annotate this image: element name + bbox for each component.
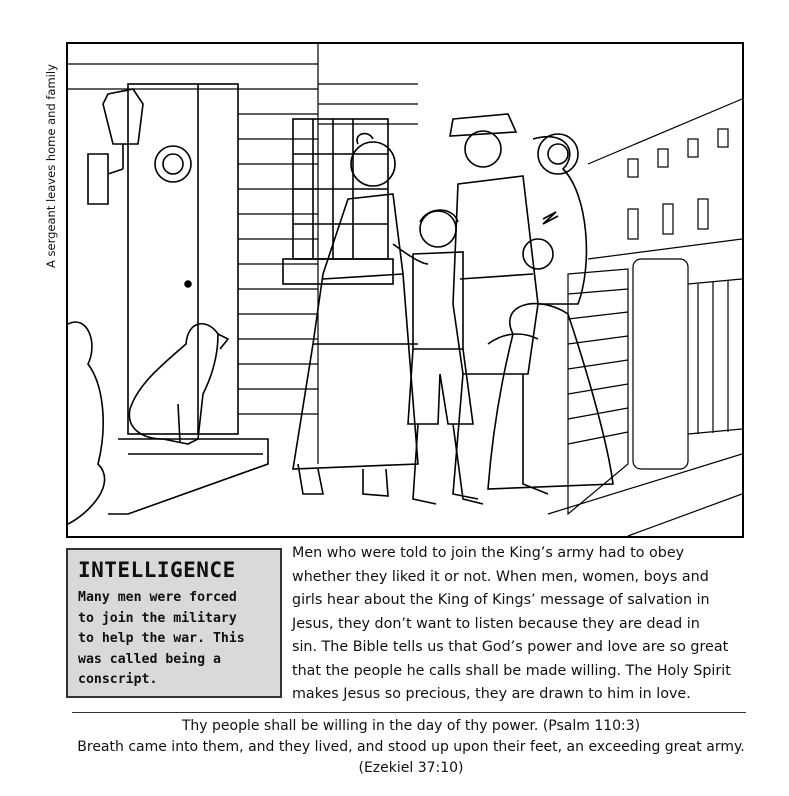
boy-figure: [408, 210, 483, 504]
intelligence-line: Many men were forced: [78, 590, 237, 605]
paragraph-line: girls hear about the King of Kings’ message of salvation in: [292, 592, 710, 608]
paragraph-line: sin. The Bible tells us that God’s power and love are so great: [292, 639, 729, 655]
house-siding: [68, 44, 418, 464]
brick-wall: [548, 259, 742, 536]
dog: [129, 324, 228, 444]
window: [283, 119, 393, 284]
illustration-drawing: [68, 44, 742, 536]
verse-reference: (Ezekiel 37:10): [358, 760, 464, 776]
wall-lamp: [88, 89, 143, 204]
street-houses: [588, 99, 742, 259]
intelligence-body: [78, 588, 270, 691]
paragraph-line: Men who were told to join the King’s army had to obey: [292, 545, 685, 561]
divider-rule: [72, 712, 746, 713]
side-caption: A sergeant leaves home and family: [44, 64, 58, 268]
verse-line: Breath came into them, and they lived, and stood up upon their feet, an exceeding great army.: [77, 739, 745, 755]
main-paragraph: [292, 542, 762, 707]
paragraph-line: makes Jesus so precious, they are drawn to him in love.: [292, 686, 691, 702]
paragraph-line: Jesus, they don’t want to listen because they are dead in: [292, 615, 700, 632]
paragraph-line: that the people he calls shall be made willing. The Holy Spirit: [292, 662, 731, 679]
verse-line: Thy people shall be willing in the day of thy power. (Psalm 110:3): [181, 718, 641, 734]
intelligence-title: INTELLIGENCE: [78, 558, 236, 582]
intelligence-line: to join the military: [78, 610, 237, 626]
scripture-verses: [66, 716, 756, 779]
intelligence-line: to help the war. This: [78, 631, 245, 646]
soldier-figure: [450, 114, 586, 499]
intelligence-box: [66, 548, 282, 698]
doorway: [128, 84, 238, 434]
coloring-illustration: [66, 42, 744, 538]
intelligence-line: was called being a: [78, 651, 221, 667]
intelligence-line: conscript.: [78, 672, 158, 687]
paragraph-line: whether they liked it or not. When men, women, boys and: [292, 568, 709, 585]
